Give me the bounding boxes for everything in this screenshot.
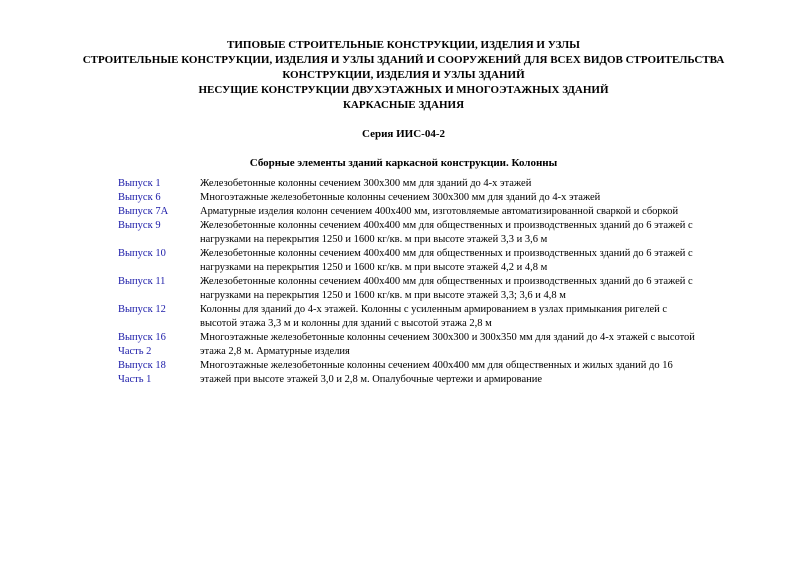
issue-link[interactable]: Выпуск 1 bbox=[118, 178, 161, 189]
issue-entry bbox=[118, 205, 698, 219]
issue-entry bbox=[118, 303, 698, 331]
issue-entry bbox=[118, 219, 698, 247]
issue-description: Колонны для зданий до 4-х этажей. Колонны с усиленным армированием в узлах примыкания ригелей с высотой этажа 3,3 м и колонны для зданий с высотой этажа 2,8 м bbox=[200, 304, 668, 329]
issue-link[interactable]: Выпуск 10 bbox=[118, 248, 166, 259]
heading-line: ТИПОВЫЕ СТРОИТЕЛЬНЫЕ КОНСТРУКЦИИ, ИЗДЕЛИЯ И УЗЛЫ bbox=[227, 39, 580, 51]
issue-description: Железобетонные колонны сечением 400x400 мм для общественных и производственных зданий до 6 этажей с нагрузками на перекрытия 1250 и 1600 кг/кв. м при высоте этажей 3,3 и 3,6 м bbox=[200, 220, 693, 245]
part-link[interactable]: Часть 2 bbox=[118, 346, 152, 357]
issue-link[interactable]: Выпуск 16 bbox=[118, 332, 166, 343]
issue-description: Многоэтажные железобетонные колонны сечением 400x400 мм для общественных и жилых зданий до 16 этажей при высоте этажей 3,0 и 2,8 м. Опалубочные чертежи и армирование bbox=[200, 360, 673, 385]
issue-entry bbox=[118, 247, 698, 275]
issue-entry bbox=[118, 275, 698, 303]
issue-link[interactable]: Выпуск 7А bbox=[118, 206, 169, 217]
heading-line: КОНСТРУКЦИИ, ИЗДЕЛИЯ И УЗЛЫ ЗДАНИЙ bbox=[282, 69, 525, 81]
issue-description: Железобетонные колонны сечением 400x400 мм для общественных и производственных зданий до 6 этажей с нагрузками на перекрытия 1250 и 1600 кг/кв. м при высоте этажей 4,2 и 4,8 м bbox=[200, 248, 693, 273]
heading-line: СТРОИТЕЛЬНЫЕ КОНСТРУКЦИИ, ИЗДЕЛИЯ И УЗЛЫ ЗДАНИЙ И СООРУЖЕНИЙ ДЛЯ ВСЕХ ВИДОВ СТРОИТЕЛЬСТВА bbox=[82, 54, 725, 66]
issue-description: Железобетонные колонны сечением 300x300 мм для зданий до 4-х этажей bbox=[200, 178, 532, 189]
document-subtitle: Сборные элементы зданий каркасной конструкции. Колонны bbox=[249, 157, 558, 169]
issue-entry bbox=[118, 359, 698, 387]
issue-description: Многоэтажные железобетонные колонны сечением 300x300 и 300x350 мм для зданий до 4-х этажей с высотой этажа 2,8 м. Арматурные изделия bbox=[200, 332, 695, 357]
issue-entry bbox=[118, 331, 698, 359]
series-title: Серия ИИС-04-2 bbox=[362, 128, 445, 140]
heading-block bbox=[0, 38, 807, 113]
heading-line: КАРКАСНЫЕ ЗДАНИЯ bbox=[342, 99, 465, 111]
issue-link[interactable]: Выпуск 9 bbox=[118, 220, 161, 231]
issue-entry bbox=[118, 191, 698, 205]
issue-description: Арматурные изделия колонн сечением 400x400 мм, изготовляемые автоматизированной сваркой и сборкой bbox=[200, 206, 679, 217]
issue-description: Железобетонные колонны сечением 400x400 мм для общественных и производственных зданий до 6 этажей с нагрузками на перекрытия 1250 и 1600 кг/кв. м при высоте этажей 3,3; 3,6 и 4,8 м bbox=[200, 276, 693, 301]
issue-entry bbox=[118, 177, 698, 191]
issue-link[interactable]: Выпуск 6 bbox=[118, 192, 161, 203]
issue-list bbox=[118, 177, 698, 387]
issue-link[interactable]: Выпуск 11 bbox=[118, 276, 166, 287]
part-link[interactable]: Часть 1 bbox=[118, 374, 152, 385]
issue-link[interactable]: Выпуск 18 bbox=[118, 360, 166, 371]
issue-link[interactable]: Выпуск 12 bbox=[118, 304, 166, 315]
issue-description: Многоэтажные железобетонные колонны сечением 300x300 мм для зданий до 4-х этажей bbox=[200, 192, 601, 203]
heading-line: НЕСУЩИЕ КОНСТРУКЦИИ ДВУХЭТАЖНЫХ И МНОГОЭТАЖНЫХ ЗДАНИЙ bbox=[198, 84, 609, 96]
